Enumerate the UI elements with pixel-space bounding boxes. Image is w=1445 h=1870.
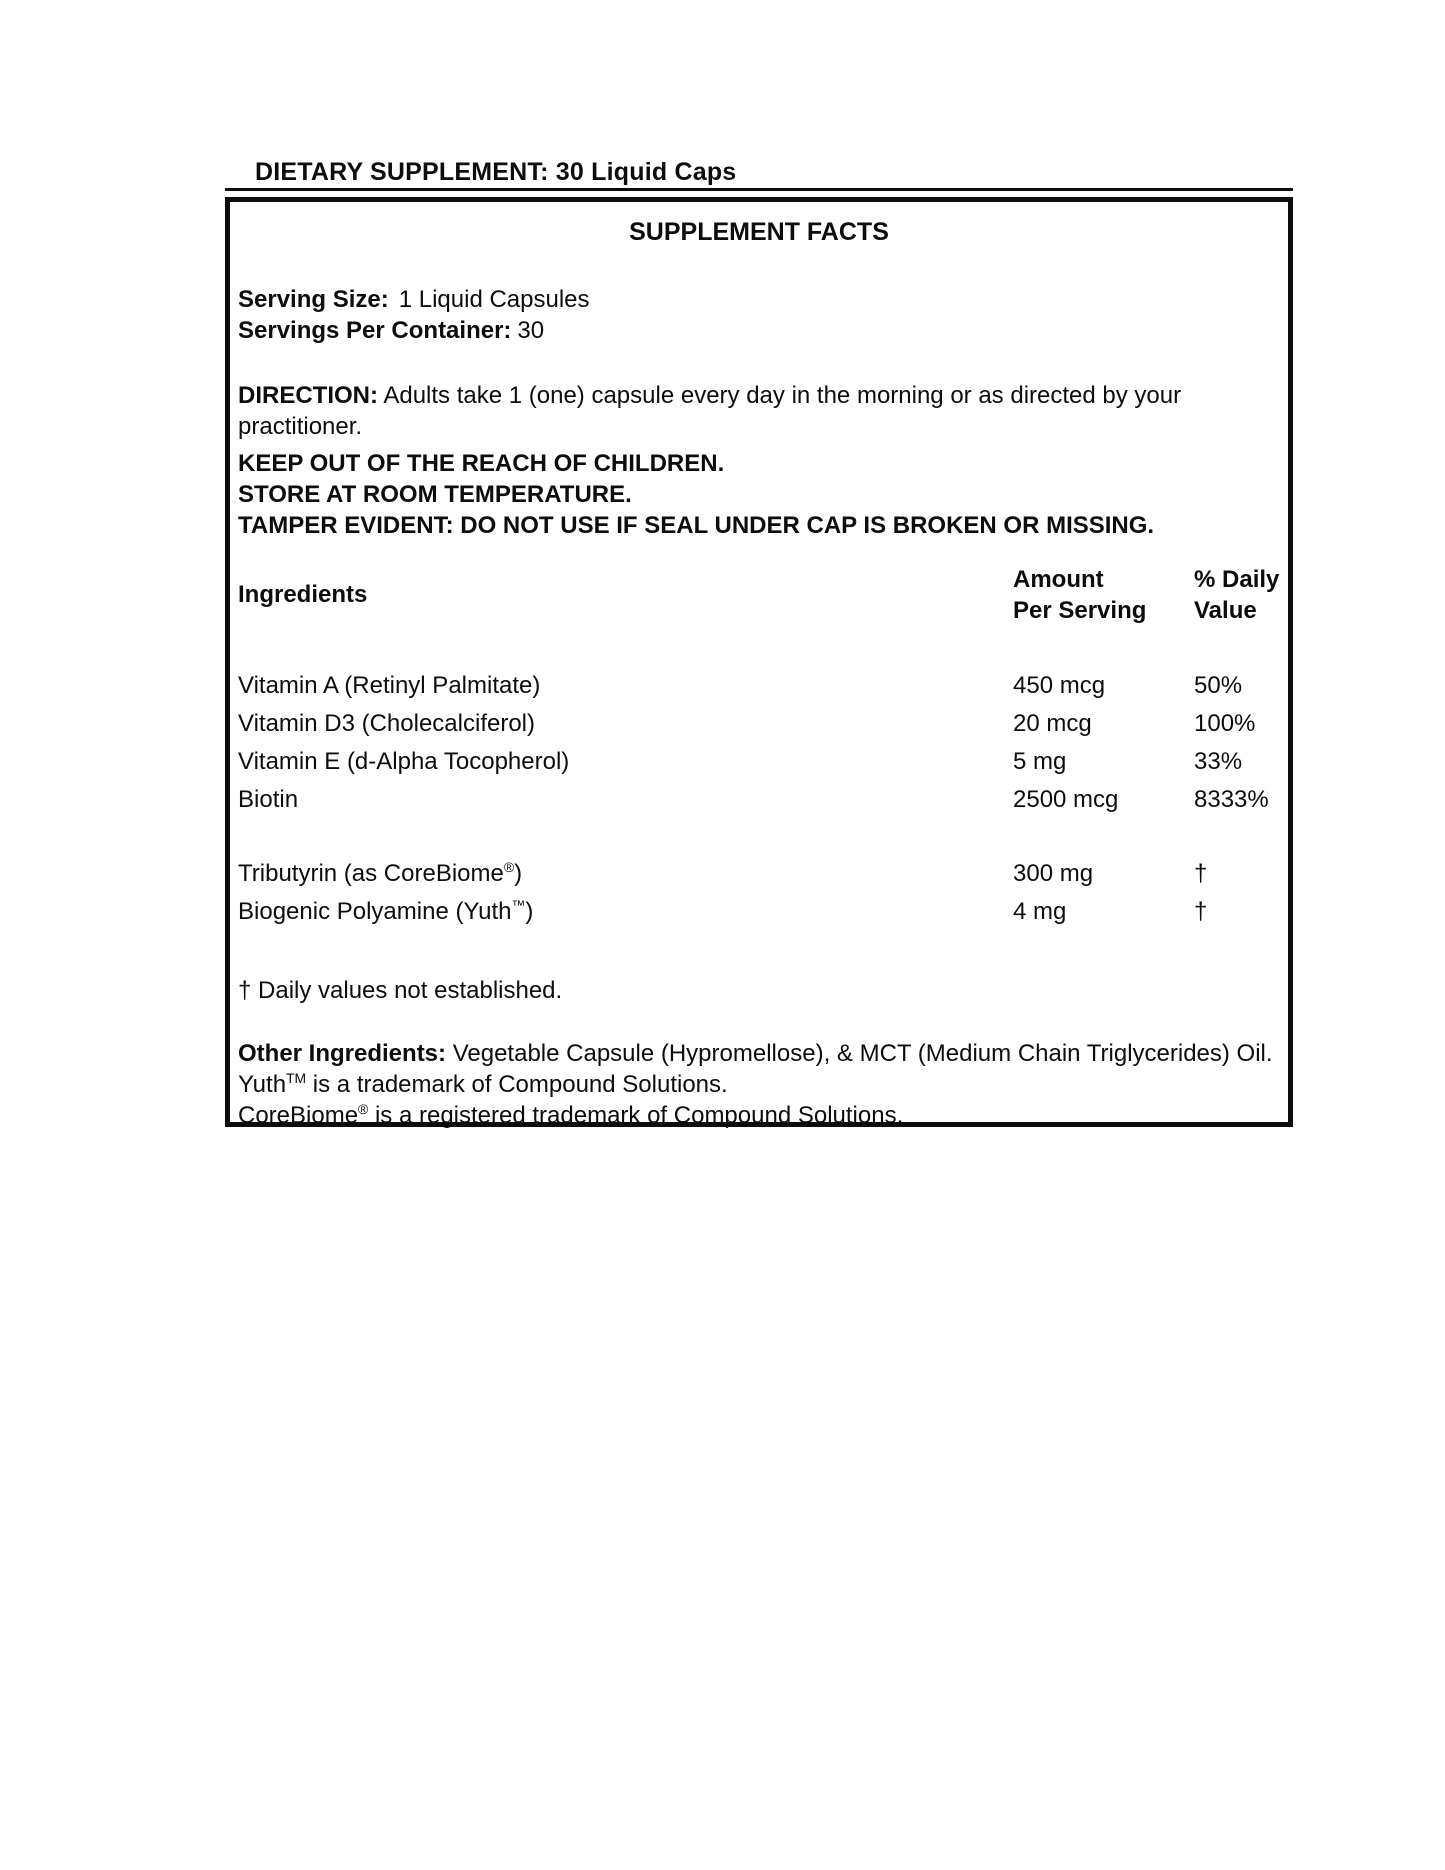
ingredient-name: Vitamin A (Retinyl Palmitate) <box>238 672 541 699</box>
tm-mark: TM <box>286 1070 307 1086</box>
serving-info <box>238 284 590 346</box>
table-row <box>230 748 1269 786</box>
other-ingredients-line <box>238 1038 1288 1069</box>
supplement-facts-panel <box>225 197 1293 1127</box>
ingredient-name: Vitamin D3 (Cholecalciferol) <box>238 710 535 737</box>
document-title-row <box>225 158 1293 191</box>
ingredient-dv: † <box>1194 860 1208 887</box>
document-title: DIETARY SUPPLEMENT: 30 Liquid Caps <box>255 158 737 186</box>
panel-heading: SUPPLEMENT FACTS <box>629 218 889 246</box>
table-header-row <box>230 564 1288 626</box>
other-ingredients-label: Other Ingredients: <box>238 1040 447 1067</box>
ingredient-dv: 100% <box>1194 710 1256 737</box>
warning-keep-out: KEEP OUT OF THE REACH OF CHILDREN. <box>238 450 725 477</box>
trademark-mark: ™ <box>511 897 526 913</box>
serving-size-value: 1 Liquid Capsules <box>398 286 590 313</box>
column-header-ingredients: Ingredients <box>238 581 368 608</box>
ingredient-dv: 50% <box>1194 672 1243 699</box>
table-row <box>230 860 1207 898</box>
warning-tamper: TAMPER EVIDENT: DO NOT USE IF SEAL UNDER CAP IS BROKEN OR MISSING. <box>238 512 1155 539</box>
servings-per-container-line <box>238 315 590 346</box>
proprietary-rows <box>230 860 1207 936</box>
ingredient-dv: 8333% <box>1194 786 1269 813</box>
warnings <box>238 448 1154 541</box>
ingredient-amount: 2500 mcg <box>1013 786 1119 813</box>
direction-body: Adults take 1 (one) capsule every day in the morning or as directed by your practitioner. <box>238 382 1182 440</box>
other-ingredients-text: Vegetable Capsule (Hypromellose), & MCT (Medium Chain Triglycerides) Oil. <box>446 1040 1273 1067</box>
servings-value: 30 <box>517 317 545 344</box>
servings-label: Servings Per Container: <box>238 317 512 344</box>
ingredient-amount: 4 mg <box>1013 898 1067 925</box>
daily-value-footnote: † Daily values not established. <box>238 977 563 1004</box>
direction-label: DIRECTION: <box>238 382 378 409</box>
yuth-trademark-line: Yuth™ is a trademark of Compound Solutions. <box>238 1070 728 1098</box>
column-header-daily-value: % Daily Value <box>1194 566 1280 624</box>
ingredient-amount: 300 mg <box>1013 860 1094 887</box>
table-row <box>230 898 1207 936</box>
registered-mark: ® <box>503 859 515 875</box>
direction-text <box>238 380 1278 442</box>
ingredient-name: Biogenic Polyamine (Yuth™) <box>238 897 534 925</box>
ingredient-amount: 450 mcg <box>1013 672 1106 699</box>
ingredient-name: Vitamin E (d-Alpha Tocopherol) <box>238 748 570 775</box>
table-row <box>230 786 1269 824</box>
ingredient-dv: 33% <box>1194 748 1243 775</box>
ingredient-dv: † <box>1194 898 1208 925</box>
ingredient-name: Biotin <box>238 786 299 813</box>
serving-size-label: Serving Size: <box>238 286 389 313</box>
serving-size-line <box>238 284 590 315</box>
ingredient-amount: 20 mcg <box>1013 710 1092 737</box>
column-header-amount: Amount Per Serving <box>1013 566 1147 624</box>
ingredient-amount: 5 mg <box>1013 748 1067 775</box>
other-ingredients <box>238 1038 1288 1131</box>
vitamin-rows <box>230 672 1269 824</box>
corebiome-registered-line: CoreBiome® is a registered trademark of Compound Solutions. <box>238 1101 904 1129</box>
warning-store: STORE AT ROOM TEMPERATURE. <box>238 481 632 508</box>
ingredient-name: Tributyrin (as CoreBiome®) <box>238 859 523 887</box>
table-row <box>230 710 1269 748</box>
registered-mark: ® <box>358 1101 369 1117</box>
table-row <box>230 672 1269 710</box>
